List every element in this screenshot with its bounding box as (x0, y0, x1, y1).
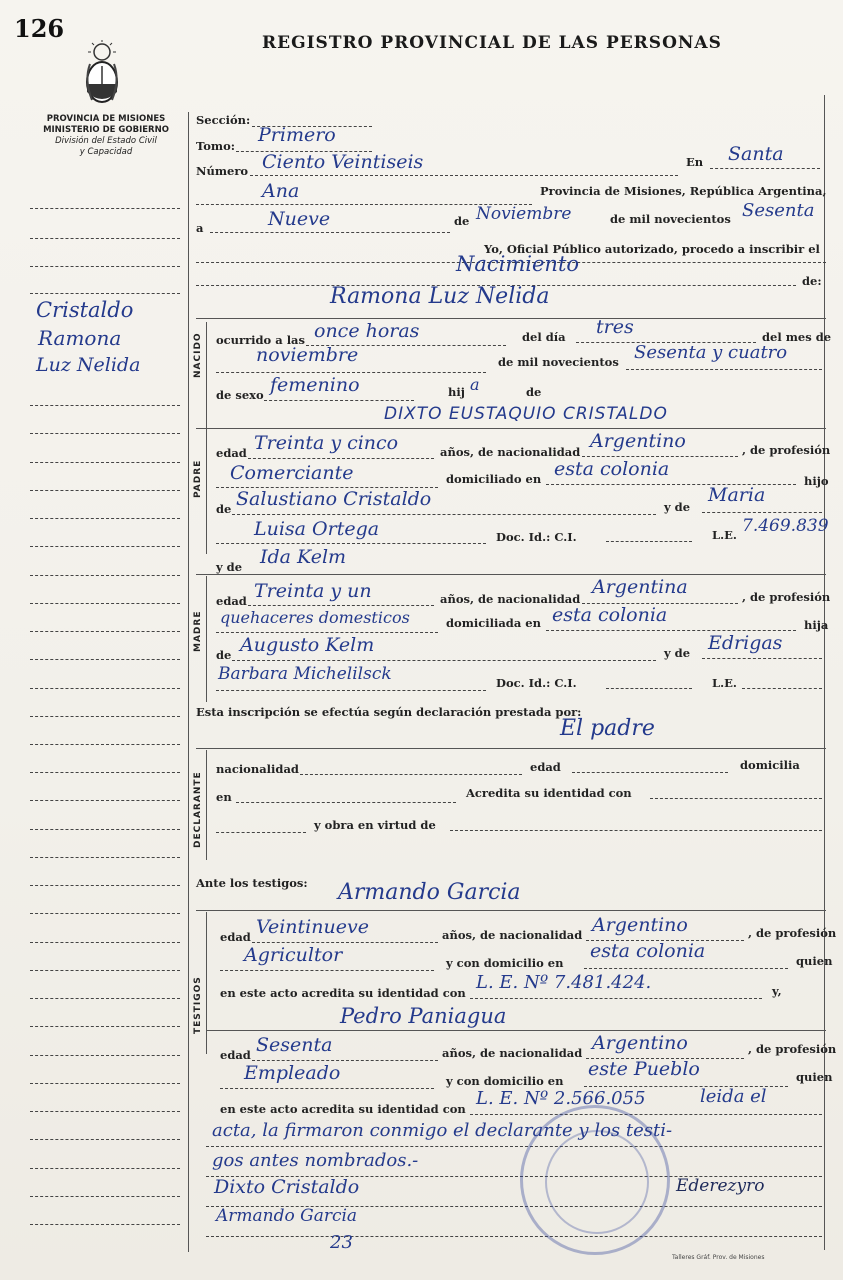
hand-padre-dom: esta colonia (554, 458, 670, 480)
hand-abuelo-m: Augusto Kelm (240, 634, 375, 656)
hand-mes-nac: noviembre (256, 344, 359, 366)
hand-t2-edad: Sesenta (256, 1034, 333, 1056)
hand-t1-edad: Veintinueve (256, 916, 369, 938)
label-edad-t2: edad (220, 1048, 251, 1062)
rule-firmas-2 (206, 1236, 822, 1237)
padre-bracket (206, 410, 207, 554)
section-madre: MADRE (193, 610, 203, 652)
madre-bracket (206, 576, 207, 702)
rule-padre-ci (606, 541, 692, 542)
rule-decl-acredita (650, 798, 822, 799)
margin-middlename: Luz Nelida (36, 354, 141, 376)
margin-rule (30, 1139, 180, 1140)
label-acredita: Acredita su identidad con (466, 786, 632, 800)
rule-abuela-m1 (702, 658, 822, 659)
hand-acto: Nacimiento (456, 252, 580, 276)
margin-rule (30, 885, 180, 886)
rule-t2-doc (470, 1114, 822, 1115)
rule-padre-nac (582, 456, 738, 457)
hand-t2-dom: este Pueblo (588, 1058, 700, 1080)
rule-madre-edad (248, 605, 434, 606)
rule-cierre-1 (206, 1146, 822, 1147)
label-de-b: de (526, 385, 542, 399)
margin-rule (30, 603, 180, 604)
label-de-profesion-t2: , de profesión (748, 1042, 837, 1056)
margin-rule (30, 800, 180, 801)
margin-rule (30, 970, 180, 971)
org-province: PROVINCIA DE MISIONES (46, 114, 166, 124)
label-seccion: Sección: (196, 113, 251, 127)
label-del-mes: del mes de (762, 330, 832, 344)
label-doc-id: Doc. Id.: C.I. (496, 530, 577, 544)
issuing-authority (26, 114, 186, 158)
rule-t1-prof (220, 970, 434, 971)
coat-of-arms-icon (80, 40, 124, 110)
rule-decl-obra (450, 830, 822, 831)
hand-testigo1: Armando Garcia (338, 880, 521, 905)
label-y-de-2: y de (216, 560, 243, 574)
hand-lugar2: Ana (262, 180, 300, 202)
margin-rule (30, 631, 180, 632)
hand-abuela2: Luisa Ortega (254, 518, 380, 540)
margin-rule (30, 659, 180, 660)
rule-decl-nac (300, 774, 522, 775)
label-hij: hij (448, 385, 465, 399)
rule-abuela1 (702, 512, 822, 513)
label-a: a (196, 221, 204, 235)
hand-hij-suffix: a (470, 375, 480, 394)
label-inscripcion: Esta inscripción se efectúa según declaración prestada por: (196, 705, 582, 719)
hand-padre-nac: Argentino (590, 430, 686, 452)
margin-rule (30, 772, 180, 773)
label-de: de (454, 214, 470, 228)
rule-dia (210, 232, 450, 233)
label-le: L.E. (712, 528, 737, 542)
margin-rule (30, 238, 180, 239)
org-capacity: y Capacidad (79, 147, 133, 157)
hand-t1-nac: Argentino (592, 914, 688, 936)
rule-testigo2 (206, 1030, 826, 1031)
rule-t2-edad (252, 1060, 438, 1061)
rule-t2-prof (220, 1088, 434, 1089)
rule-madre-dom (546, 630, 796, 631)
label-anios-nac-t2: años, de nacionalidad (442, 1046, 583, 1060)
rule-nombre (196, 318, 826, 319)
hand-t1-doc: L. E. Nº 7.481.424. (476, 972, 652, 993)
hand-cierre-1: acta, la firmaron conmigo el declarante y los testi- (212, 1120, 673, 1141)
rule-mes-nac (216, 372, 486, 373)
margin-rule (30, 1224, 180, 1225)
margin-rule (30, 518, 180, 519)
hand-testigo2: Pedro Paniagua (340, 1004, 507, 1028)
hand-abuela-m2: Barbara Michelilsck (218, 664, 392, 684)
label-edad: edad (216, 446, 247, 460)
rule-sexo (264, 400, 414, 401)
rule-madre-ci (606, 688, 692, 689)
label-mil-novecientos-2: de mil novecientos (498, 355, 619, 369)
hand-hora: once horas (314, 320, 420, 342)
label-con-domicilio-t1: y con domicilio en (446, 956, 564, 970)
rule-madre-prof (216, 632, 438, 633)
margin-rule (30, 1111, 180, 1112)
label-hija: hija (804, 618, 829, 632)
label-de-profesion-t1: , de profesión (748, 926, 837, 940)
rule-declarante (196, 748, 826, 749)
org-division: División del Estado Civil (55, 136, 157, 146)
margin-rule (30, 462, 180, 463)
signature-testigo: Armando Garcia (216, 1206, 358, 1226)
rule-testigo1 (196, 910, 826, 911)
testigos-bracket (206, 912, 207, 1054)
label-de-colon: de: (802, 274, 822, 288)
margin-rule (30, 293, 180, 294)
margin-rule (30, 716, 180, 717)
margin-rule (30, 744, 180, 745)
hand-cierre-2: gos antes nombrados.- (212, 1150, 419, 1171)
label-edad-t1: edad (220, 930, 251, 944)
section-declarante: DECLARANTE (193, 771, 203, 848)
hand-padre-prof: Comerciante (230, 462, 354, 484)
hand-abuelo: Salustiano Cristaldo (236, 488, 432, 510)
margin-rule (30, 829, 180, 830)
margin-rule (30, 1196, 180, 1197)
label-doc-id-madre: Doc. Id.: C.I. (496, 676, 577, 690)
hand-lugar: Santa (728, 143, 784, 165)
hand-madre-nac: Argentina (592, 576, 688, 598)
label-ante-testigos: Ante los testigos: (196, 876, 308, 890)
label-domicilia: domicilia (740, 758, 800, 772)
hand-dia-nac: tres (596, 316, 634, 338)
org-ministry: MINISTERIO DE GOBIERNO (43, 125, 169, 135)
margin-rule (30, 857, 180, 858)
rule-t1-dom (584, 968, 788, 969)
margin-rule (30, 405, 180, 406)
hand-dia: Nueve (268, 208, 331, 230)
rule-decl-edad (572, 772, 728, 773)
hand-abuela-m1: Edrigas (708, 632, 783, 654)
hand-madre-dom: esta colonia (552, 604, 668, 626)
margin-rule (30, 433, 180, 434)
margin-rule (30, 1168, 180, 1169)
hand-madre-prof: quehaceres domesticos (220, 608, 410, 627)
hand-madre: Ida Kelm (260, 546, 347, 568)
margin-rule (30, 266, 180, 267)
hand-numero: Ciento Veintiseis (262, 151, 424, 173)
label-provincia: Provincia de Misiones, República Argentina, (540, 184, 827, 198)
label-del-dia: del día (522, 330, 566, 344)
rule-abuelo-m (232, 660, 656, 661)
label-edad-madre: edad (216, 594, 247, 608)
margin-rule (30, 998, 180, 999)
rule-padre-edad (248, 458, 434, 459)
rubrica-number: 23 (330, 1232, 353, 1253)
section-padre: PADRE (193, 459, 203, 498)
rule-t1-doc (470, 998, 762, 999)
margin-rule (30, 1083, 180, 1084)
rule-madre-le (742, 688, 822, 689)
label-en-este-acto-t2: en este acto acredita su identidad con (220, 1102, 466, 1116)
label-y-de: y de (664, 500, 691, 514)
hand-t1-prof: Agricultor (244, 944, 343, 966)
nacido-bracket (206, 322, 207, 410)
margin-rule (30, 942, 180, 943)
official-seal (520, 1105, 670, 1255)
declarante-bracket (206, 750, 207, 860)
signature-declarante: Dixto Cristaldo (214, 1176, 360, 1198)
printer-imprint: Talleres Gráf. Prov. de Misiones (672, 1254, 765, 1261)
hand-padre-le: 7.469.839 (742, 516, 829, 536)
label-en: En (686, 155, 704, 169)
label-sexo: de sexo (216, 388, 264, 402)
rule-abuela-m2 (216, 690, 486, 691)
label-ocurrido: ocurrido a las (216, 333, 305, 347)
hand-padre: DIXTO EUSTAQUIO CRISTALDO (384, 404, 668, 424)
label-en-este-acto-t1: en este acto acredita su identidad con (220, 986, 466, 1000)
rule-madre (196, 574, 826, 575)
section-testigos: TESTIGOS (193, 976, 203, 1034)
label-domiciliado: domiciliado en (446, 472, 542, 486)
signature-oficial: Ederezyro (676, 1176, 765, 1196)
hand-padre-edad: Treinta y cinco (254, 432, 399, 454)
label-quien-t2: quien (796, 1070, 833, 1084)
margin-rule (30, 1026, 180, 1027)
label-anios-nac: años, de nacionalidad (440, 445, 581, 459)
label-anios-nac-madre: años, de nacionalidad (440, 592, 581, 606)
label-nacionalidad: nacionalidad (216, 762, 299, 776)
hand-declarante: El padre (560, 716, 655, 741)
margin-surname: Cristaldo (36, 298, 134, 322)
rule-decl-pre (216, 832, 306, 833)
hand-abuela1: Maria (708, 484, 766, 506)
rule-anio-nac (626, 369, 822, 370)
margin-rule (30, 546, 180, 547)
label-de-profesion-madre: , de profesión (742, 590, 831, 604)
rule-abuelo (232, 514, 656, 515)
hand-sexo: femenino (270, 374, 360, 396)
rule-lugar (710, 168, 820, 169)
label-edad-decl: edad (530, 760, 561, 774)
hand-t2-tail: leida el (700, 1086, 767, 1107)
label-quien-t1: quien (796, 954, 833, 968)
margin-rule (30, 208, 180, 209)
label-oficial: Yo, Oficial Público autorizado, procedo a inscribir el (484, 242, 820, 256)
hand-t1-dom: esta colonia (590, 940, 706, 962)
hand-anio-nac: Sesenta y cuatro (634, 342, 788, 363)
hand-mes: Noviembre (476, 204, 572, 224)
rule-numero (250, 175, 678, 176)
hand-nombre: Ramona Luz Nelida (330, 284, 550, 309)
label-hijo: hijo (804, 474, 829, 488)
label-de-c: de (216, 502, 232, 516)
margin-firstname: Ramona (38, 326, 122, 350)
rule-padre (196, 428, 826, 429)
rule-decl-en (236, 802, 456, 803)
label-con-domicilio-t2: y con domicilio en (446, 1074, 564, 1088)
rule-t1-edad (252, 942, 438, 943)
label-mil-novecientos: de mil novecientos (610, 212, 731, 226)
hand-t2-doc: L. E. Nº 2.566.055 (476, 1088, 646, 1109)
margin-rule (30, 913, 180, 914)
folio-number: 126 (14, 14, 65, 43)
margin-divider (188, 112, 189, 1252)
label-anios-nac-t1: años, de nacionalidad (442, 928, 583, 942)
label-y-comma: y, (772, 984, 782, 998)
hand-tomo: Primero (258, 124, 336, 146)
hand-t2-nac: Argentino (592, 1032, 688, 1054)
label-obra: y obra en virtud de (314, 818, 436, 832)
margin-rule (30, 688, 180, 689)
hand-anio: Sesenta (742, 200, 815, 221)
margin-rule (30, 490, 180, 491)
label-tomo: Tomo: (196, 139, 235, 153)
margin-rule (30, 1055, 180, 1056)
label-y-de-madre: y de (664, 646, 691, 660)
label-de-profesion: , de profesión (742, 443, 831, 457)
margin-rule (30, 575, 180, 576)
label-en-decl: en (216, 790, 232, 804)
hand-t2-prof: Empleado (244, 1062, 341, 1084)
label-le-madre: L.E. (712, 676, 737, 690)
label-domiciliada: domiciliada en (446, 616, 541, 630)
label-numero: Número (196, 164, 249, 178)
page-title: REGISTRO PROVINCIAL DE LAS PERSONAS (262, 33, 722, 53)
label-de-madre: de (216, 648, 232, 662)
hand-madre-edad: Treinta y un (254, 580, 372, 602)
rule-abuela2 (216, 543, 486, 544)
section-nacido: NACIDO (193, 332, 203, 378)
